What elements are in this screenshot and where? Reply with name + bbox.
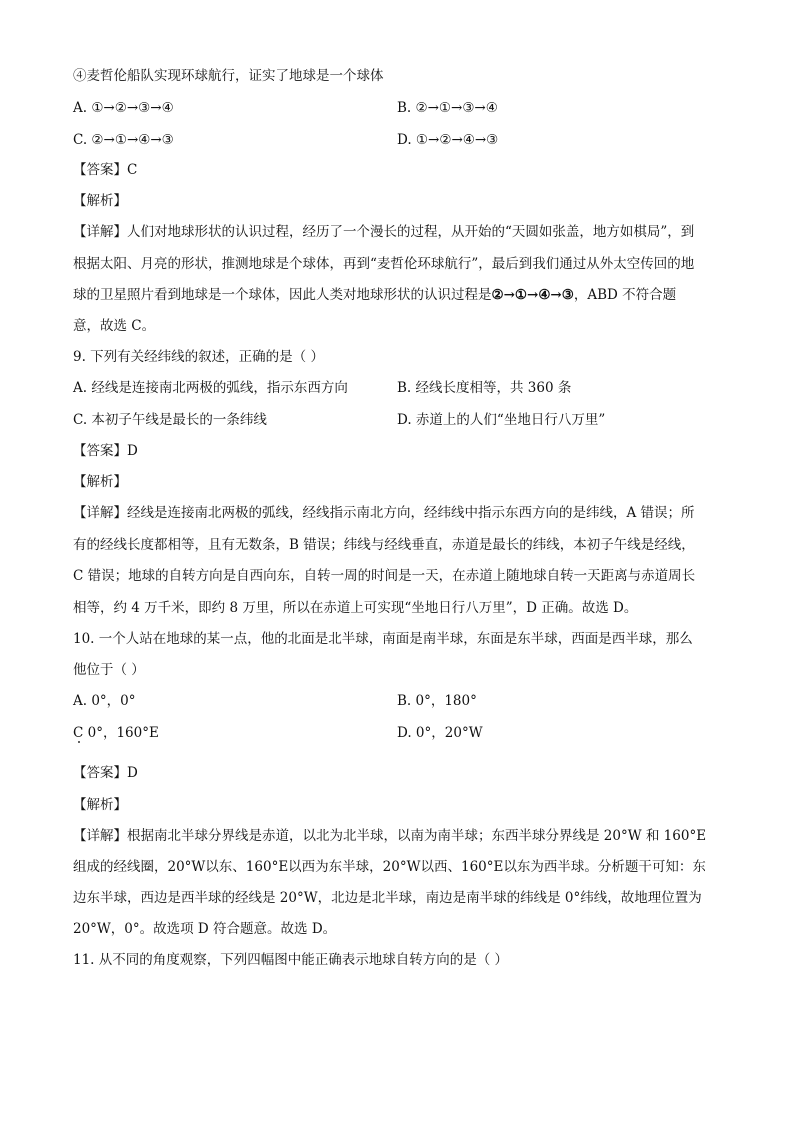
detail-text: ，ABD 不符合题 [573,287,677,303]
q9-detail-line-2: 有的经线长度都相等，且有无数条，B 错误；纬线与经线垂直，赤道是最长的纬线，本初子午线是经线， [73,537,695,553]
detail-text: 球的卫星照片看到地球是一个球体，因此人类对地球形状的认识过程是 [73,287,492,303]
q8-detail-line-1 [73,222,694,242]
q8-option-a: A. ①→②→③→④ [73,100,174,116]
q9-detail-line-1 [73,503,695,523]
q8-item-4: ④麦哲伦船队实现环球航行，证实了地球是一个球体 [73,68,384,84]
q11-stem: 11. 从不同的角度观察，下列四幅图中能正确表示地球自转方向的是（ ） [73,952,509,968]
q9-option-b: B. 经线长度相等，共 360 条 [397,380,572,396]
q10-option-a: A. 0°，0° [73,693,136,709]
q10-detail-line-2: 组成的经线圈，20°W以东、160°E以西为东半球，20°W以西、160°E以东为西半球。分析题干可知：东 [73,859,706,875]
answer-tag: 【答案】 [73,443,127,459]
q9-option-d: D. 赤道上的人们“坐地日行八万里” [397,412,606,428]
q10-answer [73,763,138,783]
q9-analysis-tag: 【解析】 [73,474,127,490]
detail-tag: 【详解】 [73,224,127,240]
q10-analysis-tag: 【解析】 [73,797,127,813]
answer-value: C [127,162,138,178]
q10-detail-line-1 [73,826,706,846]
stray-mark [78,741,80,743]
q10-option-d: D. 0°，20°W [397,725,483,741]
q10-detail-line-3: 边东半球，西边是西半球的经线是 20°W，北边是北半球，南边是南半球的纬线是 0°纬线，故地理位置为 [73,890,702,906]
detail-text: 人们对地球形状的认识过程，经历了一个漫长的过程，从开始的“天圆如张盖，地方如棋局”，到 [127,224,695,240]
q9-option-c: C. 本初子午线是最长的一条纬线 [73,412,267,428]
answer-tag: 【答案】 [73,162,127,178]
q9-option-a: A. 经线是连接南北两极的弧线，指示东西方向 [73,380,348,396]
q8-option-b: B. ②→①→③→④ [397,100,498,116]
answer-value: D [127,765,138,781]
q10-option-b: B. 0°，180° [397,693,477,709]
detail-tag: 【详解】 [73,505,127,521]
q10-stem-line-2: 他位于（ ） [73,662,145,678]
q8-answer [73,160,137,180]
q9-detail-line-4: 相等，约 4 万千米，即约 8 万里，所以在赤道上可实现“坐地日行八万里”，D 正确。故选 D。 [73,600,638,616]
q9-stem: 9. 下列有关经纬线的叙述，正确的是（ ） [73,349,324,365]
q9-detail-line-3: C 错误；地球的自转方向是自西向东，自转一周的时间是一天，在赤道上随地球自转一天距离与赤道周长 [73,568,696,584]
q8-option-c: C. ②→①→④→③ [73,132,174,148]
q8-option-d: D. ①→②→④→③ [397,132,499,148]
detail-text: 经线是连接南北两极的弧线，经线指示南北方向，经纬线中指示东西方向的是纬线，A 错误；所 [127,505,695,521]
q8-detail-line-2: 根据太阳、月亮的形状，推测地球是个球体，再到“麦哲伦环球航行”，最后到我们通过从外太空传回的地 [73,256,695,272]
q8-detail-line-4: 意，故选 C。 [73,318,156,334]
q9-answer [73,441,138,461]
answer-value: D [127,443,138,459]
q10-option-c: C 0°，160°E [73,725,159,741]
q8-analysis-tag: 【解析】 [73,193,127,209]
detail-text: 根据南北半球分界线是赤道，以北为北半球，以南为南半球；东西半球分界线是 20°W 和 160°E [127,828,707,844]
q10-detail-line-4: 20°W，0°。故选项 D 符合题意。故选 D。 [73,921,337,937]
detail-tag: 【详解】 [73,828,127,844]
q8-detail-line-3 [73,285,676,305]
q10-stem-line-1: 10. 一个人站在地球的某一点，他的北面是北半球，南面是南半球，东面是东半球，西面是西半球，那么 [73,631,693,647]
answer-tag: 【答案】 [73,765,127,781]
sequence-answer: ②→①→④→③ [491,287,574,303]
